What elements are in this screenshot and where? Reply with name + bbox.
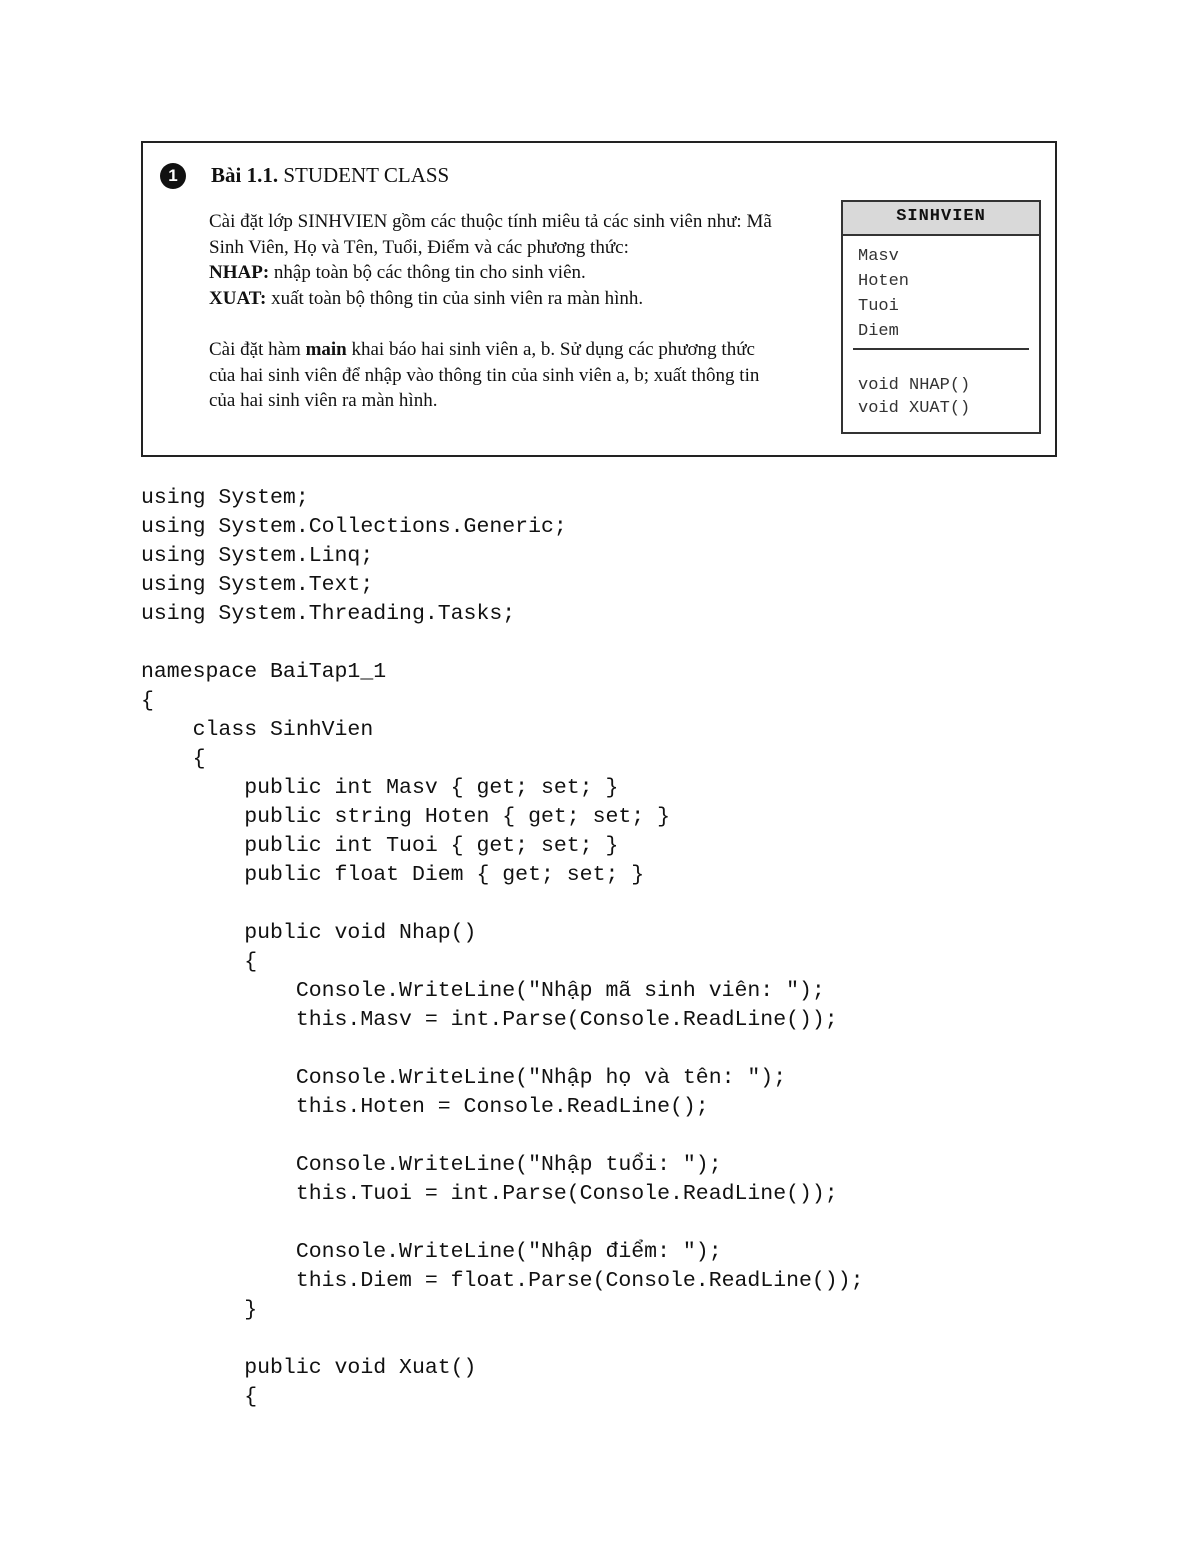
xuat-text: xuất toàn bộ thông tin của sinh viên ra màn hình. bbox=[266, 287, 644, 309]
code-line: } bbox=[141, 1298, 258, 1322]
code-line: { bbox=[141, 950, 258, 974]
nhap-method-description bbox=[209, 260, 784, 286]
code-line: public string Hoten { get; set; } bbox=[141, 805, 670, 829]
uml-method: void NHAP() bbox=[858, 376, 971, 395]
code-line bbox=[141, 629, 864, 658]
exercise-intro: Cài đặt lớp SINHVIEN gồm các thuộc tính miêu tả các sinh viên như: Mã Sinh Viên, Họ và Tên, Tuổi, Điểm và các phương thức: bbox=[209, 211, 772, 258]
code-block bbox=[141, 484, 864, 1412]
uml-attribute: Masv bbox=[858, 247, 899, 266]
uml-attributes bbox=[843, 236, 1039, 344]
code-line bbox=[141, 890, 864, 919]
code-line: this.Hoten = Console.ReadLine(); bbox=[141, 1095, 709, 1119]
code-line: this.Diem = float.Parse(Console.ReadLine()); bbox=[141, 1269, 864, 1293]
code-line: { bbox=[141, 1385, 258, 1409]
code-line: using System.Collections.Generic; bbox=[141, 515, 567, 539]
code-line bbox=[141, 1035, 864, 1064]
uml-class-diagram bbox=[841, 200, 1041, 434]
exercise-number-marker: 1 bbox=[160, 163, 186, 189]
code-line: public void Nhap() bbox=[141, 921, 477, 945]
code-line: Console.WriteLine("Nhập họ và tên: "); bbox=[141, 1066, 787, 1090]
uml-method: void XUAT() bbox=[858, 399, 971, 418]
exercise-title bbox=[211, 161, 449, 189]
nhap-text: nhập toàn bộ các thông tin cho sinh viên. bbox=[269, 262, 586, 283]
code-line: { bbox=[141, 689, 154, 713]
code-line: class SinhVien bbox=[141, 718, 374, 742]
code-line: Console.WriteLine("Nhập mã sinh viên: "); bbox=[141, 979, 825, 1003]
xuat-label: XUAT: bbox=[209, 287, 267, 309]
code-line: public void Xuat() bbox=[141, 1356, 477, 1380]
code-line bbox=[141, 1122, 864, 1151]
uml-class-name: SINHVIEN bbox=[843, 202, 1039, 236]
main-post-text: khai báo hai sinh viên a, b. Sử dụng các phương thức của hai sinh viên để nhập vào thông tin của sinh viên a, b; xuất thông tin của hai sinh viên ra màn hình. bbox=[209, 339, 760, 411]
code-line: public int Masv { get; set; } bbox=[141, 776, 619, 800]
code-line: using System; bbox=[141, 486, 309, 510]
uml-attribute: Tuoi bbox=[858, 297, 899, 316]
code-line: Console.WriteLine("Nhập tuổi: "); bbox=[141, 1153, 722, 1177]
code-line: this.Masv = int.Parse(Console.ReadLine()); bbox=[141, 1008, 838, 1032]
code-line: using System.Linq; bbox=[141, 544, 374, 568]
code-line: Console.WriteLine("Nhập điểm: "); bbox=[141, 1240, 722, 1264]
code-line bbox=[141, 1209, 864, 1238]
exercise-title-text: STUDENT CLASS bbox=[278, 163, 450, 187]
main-pre-text: Cài đặt hàm bbox=[209, 339, 306, 360]
exercise-title-number: Bài 1.1. bbox=[211, 163, 279, 187]
exercise-description bbox=[209, 209, 784, 414]
exercise-box bbox=[141, 141, 1057, 457]
uml-methods bbox=[843, 350, 1039, 420]
code-line: { bbox=[141, 747, 206, 771]
code-line: this.Tuoi = int.Parse(Console.ReadLine()); bbox=[141, 1182, 838, 1206]
uml-attribute: Diem bbox=[858, 322, 899, 341]
xuat-method-description bbox=[209, 286, 784, 312]
code-line: public int Tuoi { get; set; } bbox=[141, 834, 619, 858]
main-keyword: main bbox=[305, 339, 347, 360]
code-line: public float Diem { get; set; } bbox=[141, 863, 645, 887]
code-line: using System.Threading.Tasks; bbox=[141, 602, 516, 626]
code-line bbox=[141, 1325, 864, 1354]
uml-attribute: Hoten bbox=[858, 272, 910, 291]
main-function-description bbox=[209, 337, 784, 414]
nhap-label: NHAP: bbox=[209, 262, 270, 283]
code-line: using System.Text; bbox=[141, 573, 374, 597]
code-line: namespace BaiTap1_1 bbox=[141, 660, 387, 684]
